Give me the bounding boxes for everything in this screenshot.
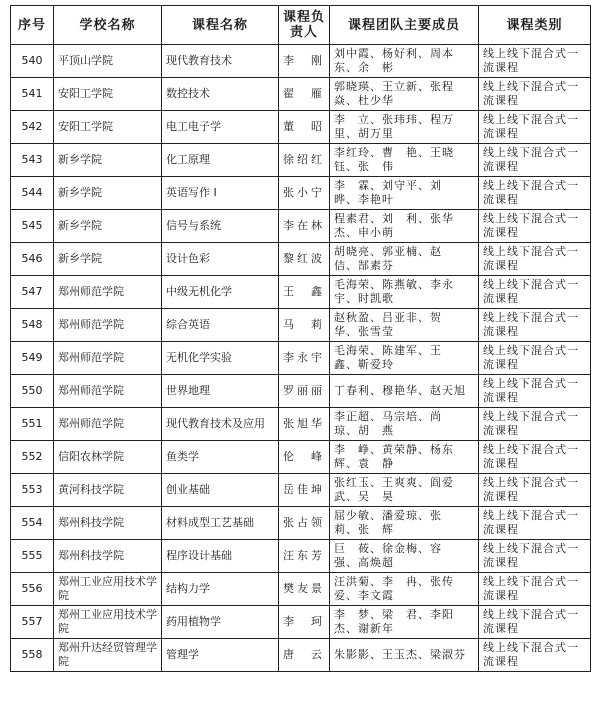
school-name: 平顶山学院 (54, 45, 162, 78)
course-type: 线上线下混合式一流课程 (479, 177, 591, 210)
school-name: 黄河科技学院 (54, 474, 162, 507)
course-leader: 岳佳坤 (279, 474, 330, 507)
course-type: 线上线下混合式一流课程 (479, 45, 591, 78)
course-name: 程序设计基础 (162, 540, 279, 573)
school-name: 新乡学院 (54, 210, 162, 243)
course-name: 现代教育技术 (162, 45, 279, 78)
row-index: 556 (11, 573, 54, 606)
course-type: 线上线下混合式一流课程 (479, 474, 591, 507)
course-type: 线上线下混合式一流课程 (479, 309, 591, 342)
row-index: 545 (11, 210, 54, 243)
course-name: 无机化学实验 (162, 342, 279, 375)
table-row (11, 441, 591, 474)
school-name: 郑州师范学院 (54, 375, 162, 408)
row-index: 547 (11, 276, 54, 309)
table-row (11, 111, 591, 144)
course-type: 线上线下混合式一流课程 (479, 243, 591, 276)
school-name: 郑州工业应用技术学院 (54, 573, 162, 606)
course-name: 鱼类学 (162, 441, 279, 474)
row-index: 552 (11, 441, 54, 474)
team-members: 胡晓亮、郭亚楠、赵 佶、郜素芬 (330, 243, 479, 276)
table-row (11, 177, 591, 210)
course-leader: 樊友景 (279, 573, 330, 606)
course-name: 信号与系统 (162, 210, 279, 243)
course-leader: 张占领 (279, 507, 330, 540)
table-row (11, 507, 591, 540)
row-index: 542 (11, 111, 54, 144)
course-type: 线上线下混合式一流课程 (479, 375, 591, 408)
row-index: 551 (11, 408, 54, 441)
course-type: 线上线下混合式一流课程 (479, 573, 591, 606)
school-name: 新乡学院 (54, 243, 162, 276)
course-leader: 张小宁 (279, 177, 330, 210)
table-row (11, 243, 591, 276)
course-type: 线上线下混合式一流课程 (479, 78, 591, 111)
school-name: 郑州科技学院 (54, 507, 162, 540)
table-row (11, 639, 591, 672)
row-index: 550 (11, 375, 54, 408)
course-leader: 伦 峰 (279, 441, 330, 474)
course-name: 材料成型工艺基础 (162, 507, 279, 540)
course-leader: 翟 雁 (279, 78, 330, 111)
row-index: 558 (11, 639, 54, 672)
course-leader: 黎红波 (279, 243, 330, 276)
team-members: 郭晓瑛、王立新、张程焱、杜少华 (330, 78, 479, 111)
school-name: 信阳农林学院 (54, 441, 162, 474)
course-leader: 李 刚 (279, 45, 330, 78)
team-members: 巨 莜、徐金梅、容 强、高焕超 (330, 540, 479, 573)
course-name: 电工电子学 (162, 111, 279, 144)
team-members: 汪洪菊、李 冉、张传爱、李文霞 (330, 573, 479, 606)
course-type: 线上线下混合式一流课程 (479, 408, 591, 441)
course-name: 药用植物学 (162, 606, 279, 639)
team-members: 屈少敏、潘爱琼、张 莉、张 辉 (330, 507, 479, 540)
header-course: 课程名称 (162, 6, 279, 45)
school-name: 安阳工学院 (54, 78, 162, 111)
team-members: 李正超、马宗培、尚 琼、胡 燕 (330, 408, 479, 441)
table-row (11, 210, 591, 243)
table-row (11, 78, 591, 111)
team-members: 李 立、张玮玮、程万里、胡万里 (330, 111, 479, 144)
course-leader: 李 珂 (279, 606, 330, 639)
course-name: 英语写作 I (162, 177, 279, 210)
table-row (11, 309, 591, 342)
team-members: 赵秋盈、吕亚非、贺 华、张雪莹 (330, 309, 479, 342)
school-name: 郑州师范学院 (54, 309, 162, 342)
row-index: 546 (11, 243, 54, 276)
course-type: 线上线下混合式一流课程 (479, 111, 591, 144)
row-index: 541 (11, 78, 54, 111)
header-school: 学校名称 (54, 6, 162, 45)
course-type: 线上线下混合式一流课程 (479, 639, 591, 672)
school-name: 郑州升达经贸管理学院 (54, 639, 162, 672)
course-name: 数控技术 (162, 78, 279, 111)
row-index: 557 (11, 606, 54, 639)
school-name: 郑州师范学院 (54, 408, 162, 441)
course-type: 线上线下混合式一流课程 (479, 540, 591, 573)
course-leader: 王 鑫 (279, 276, 330, 309)
school-name: 郑州师范学院 (54, 276, 162, 309)
table-row (11, 144, 591, 177)
row-index: 548 (11, 309, 54, 342)
header-team: 课程团队主要成员 (330, 6, 479, 45)
course-type: 线上线下混合式一流课程 (479, 210, 591, 243)
course-name: 中级无机化学 (162, 276, 279, 309)
team-members: 李 峥、黄荣静、杨东辉、袁 静 (330, 441, 479, 474)
course-name: 管理学 (162, 639, 279, 672)
school-name: 新乡学院 (54, 177, 162, 210)
team-members: 毛海荣、陈建军、王 鑫、靳爱玲 (330, 342, 479, 375)
team-members: 李红玲、曹 艳、王晓钰、张 伟 (330, 144, 479, 177)
school-name: 郑州科技学院 (54, 540, 162, 573)
school-name: 安阳工学院 (54, 111, 162, 144)
table-row (11, 375, 591, 408)
table-row (11, 540, 591, 573)
course-type: 线上线下混合式一流课程 (479, 507, 591, 540)
header-type: 课程类别 (479, 6, 591, 45)
course-type: 线上线下混合式一流课程 (479, 276, 591, 309)
row-index: 555 (11, 540, 54, 573)
team-members: 李 梦、梁 君、李阳杰、谢新年 (330, 606, 479, 639)
header-index: 序号 (11, 6, 54, 45)
table-row (11, 276, 591, 309)
team-members: 丁春利、穆艳华、赵天旭 (330, 375, 479, 408)
table-body (11, 45, 591, 672)
school-name: 郑州师范学院 (54, 342, 162, 375)
course-name: 结构力学 (162, 573, 279, 606)
team-members: 李 霖、刘守平、刘 晔、李艳叶 (330, 177, 479, 210)
course-leader: 唐 云 (279, 639, 330, 672)
team-members: 毛海荣、陈燕敏、李永宇、时凯歌 (330, 276, 479, 309)
row-index: 554 (11, 507, 54, 540)
team-members: 程素君、刘 利、张华杰、申小萌 (330, 210, 479, 243)
course-leader: 汪东芳 (279, 540, 330, 573)
course-type: 线上线下混合式一流课程 (479, 144, 591, 177)
table-row (11, 573, 591, 606)
header-leader: 课程负责人 (279, 6, 330, 45)
school-name: 新乡学院 (54, 144, 162, 177)
team-members: 刘中霞、杨好利、周本东、余 彬 (330, 45, 479, 78)
row-index: 544 (11, 177, 54, 210)
course-leader: 李在林 (279, 210, 330, 243)
course-leader: 马 莉 (279, 309, 330, 342)
course-leader: 董 昭 (279, 111, 330, 144)
course-table (10, 5, 591, 672)
course-type: 线上线下混合式一流课程 (479, 342, 591, 375)
row-index: 540 (11, 45, 54, 78)
table-row (11, 408, 591, 441)
course-list-page (10, 5, 591, 672)
course-name: 创业基础 (162, 474, 279, 507)
course-name: 综合英语 (162, 309, 279, 342)
row-index: 549 (11, 342, 54, 375)
school-name: 郑州工业应用技术学院 (54, 606, 162, 639)
course-name: 设计色彩 (162, 243, 279, 276)
table-header (11, 6, 591, 45)
course-leader: 徐绍红 (279, 144, 330, 177)
course-leader: 罗丽丽 (279, 375, 330, 408)
course-leader: 张旭华 (279, 408, 330, 441)
table-row (11, 606, 591, 639)
header-row (11, 6, 591, 45)
team-members: 朱影影、王玉杰、梁淑芬 (330, 639, 479, 672)
course-name: 现代教育技术及应用 (162, 408, 279, 441)
course-leader: 李永宇 (279, 342, 330, 375)
table-row (11, 474, 591, 507)
row-index: 553 (11, 474, 54, 507)
course-name: 世界地理 (162, 375, 279, 408)
course-type: 线上线下混合式一流课程 (479, 606, 591, 639)
team-members: 张红玉、王爽爽、阎爱武、吴 昊 (330, 474, 479, 507)
row-index: 543 (11, 144, 54, 177)
table-row (11, 342, 591, 375)
table-row (11, 45, 591, 78)
course-name: 化工原理 (162, 144, 279, 177)
course-type: 线上线下混合式一流课程 (479, 441, 591, 474)
